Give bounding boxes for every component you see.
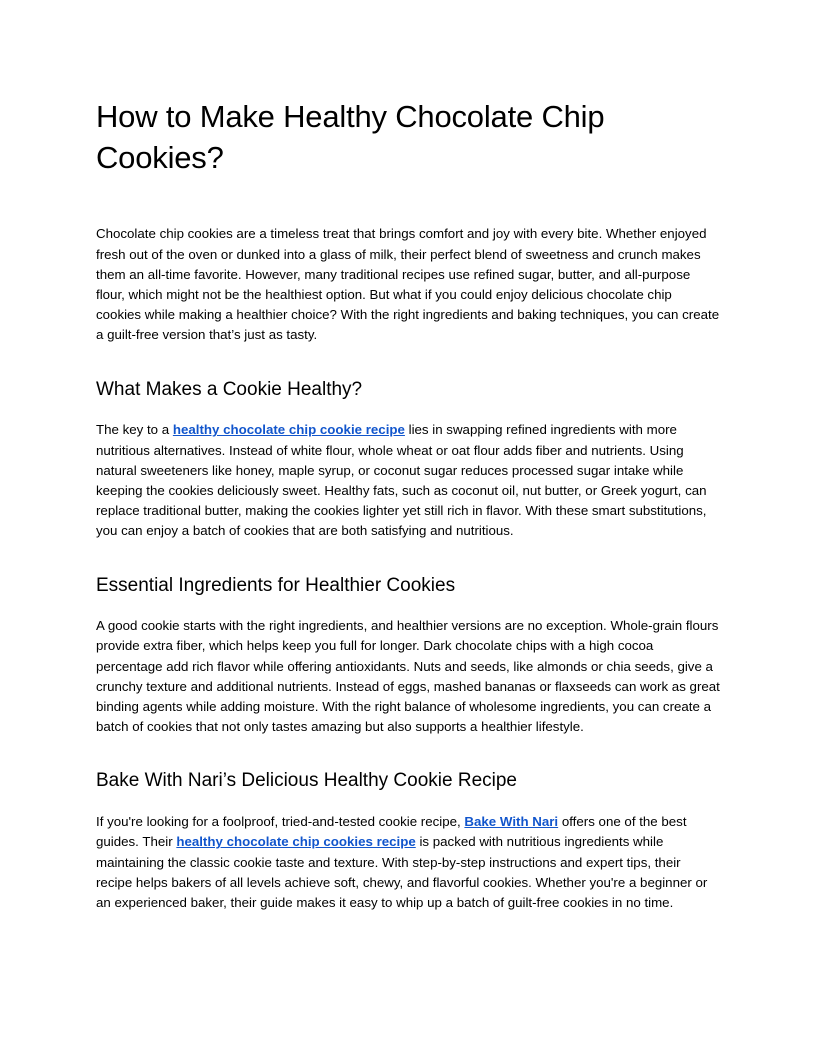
spacer (96, 402, 720, 420)
section-paragraph-3 (96, 812, 720, 913)
spacer (96, 737, 720, 769)
intro-paragraph: Chocolate chip cookies are a timeless treat that brings comfort and joy with every bite. Whether enjoyed fresh out of the oven or dunked into a glass of milk, their perfect blend of sweetness and crunch makes them an all-time favorite. However, many traditional recipes use refined sugar, butter, and all-purpose flour, which might not be the healthiest option. But what if you could enjoy delicious chocolate chip cookies while making a healthier choice? With the right ingredients and baking techniques, you can create a guilt-free version that’s just as tasty. (96, 226, 720, 343)
spacer (96, 542, 720, 574)
section-paragraph-2: A good cookie starts with the right ingredients, and healthier versions are no exception. Whole-grain flours provide extra fiber, which helps keep you full for longer. Dark chocolate chips with a high cocoa percentage add rich flavor while offering antioxidants. Nuts and seeds, like almonds or chia seeds, give a crunchy texture and additional nutrients. Instead of eggs, mashed bananas or flaxseeds can work as great binding agents while adding moisture. With the right balance of wholesome ingredients, you can create a batch of cookies that not only tastes amazing but also supports a healthier lifestyle. (96, 618, 720, 735)
section-heading-3: Bake With Nari’s Delicious Healthy Cookie Recipe (96, 770, 517, 792)
text-segment-1: If you're looking for a foolproof, tried-and-tested cookie recipe, (96, 814, 465, 830)
section-heading-2: Essential Ingredients for Healthier Cookies (96, 574, 456, 596)
text-before-link: The key to a (96, 422, 173, 438)
text-after-link: lies in swapping refined ingredients with more nutritious alternatives. Instead of white flour, whole wheat or oat flour adds fiber and nutrients. Using natural sweeteners like honey, maple syrup, or coconut sugar reduces processed sugar intake while keeping the cookies deliciously sweet. Healthy fats, such as coconut oil, nut butter, or Greek yogurt, can replace traditional butter, making the cookies lighter yet still rich in flavor. With these smart substitutions, you can enjoy a batch of cookies that are both satisfying and nutritious. (96, 422, 707, 539)
bake-with-nari-link[interactable]: Bake With Nari (464, 814, 559, 830)
section-heading-1: What Makes a Cookie Healthy? (96, 378, 363, 400)
page-title: How to Make Healthy Chocolate Chip Cookies? (96, 99, 605, 176)
section-paragraph-1 (96, 420, 720, 541)
text-segment-2: offers one of the best guides. Their (96, 814, 687, 850)
spacer (96, 346, 720, 378)
healthy-cookies-recipe-link[interactable]: healthy chocolate chip cookies recipe (176, 834, 416, 850)
spacer (96, 794, 720, 812)
spacer (96, 598, 720, 616)
text-segment-3: is packed with nutritious ingredients while maintaining the classic cookie taste and texture. With step-by-step instructions and expert tips, their recipe helps bakers of all levels achieve soft, chewy, and flavorful cookies. Whether you're a beginner or an experienced baker, their guide makes it easy to whip up a batch of guilt-free cookies in no time. (96, 834, 708, 910)
healthy-cookie-recipe-link[interactable]: healthy chocolate chip cookie recipe (172, 422, 405, 438)
spacer (96, 178, 720, 224)
